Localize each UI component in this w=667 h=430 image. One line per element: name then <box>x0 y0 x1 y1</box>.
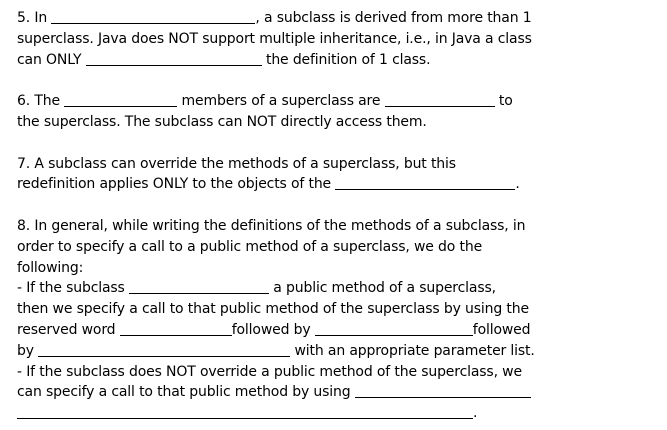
q8-line-8 <box>17 362 657 383</box>
spacer <box>17 133 657 154</box>
q8-line-4 <box>17 278 657 299</box>
q8-text: followed by <box>231 321 315 338</box>
q5-line-2 <box>17 29 657 50</box>
q5-line-3 <box>17 50 657 71</box>
q8-blank-3[interactable] <box>315 321 473 336</box>
q6-text: 6. The <box>17 93 65 110</box>
q6-line-2 <box>17 112 657 133</box>
q8-text: followed <box>472 321 531 338</box>
q8-text: following: <box>17 259 84 276</box>
q8-blank-4[interactable] <box>38 342 290 357</box>
q5-text: superclass. Java does NOT support multiple inheritance, i.e., in Java a class <box>17 30 532 47</box>
q5-line-1 <box>17 8 657 29</box>
q7-text: . <box>515 176 520 193</box>
q8-line-2 <box>17 237 657 258</box>
q7-blank-1[interactable] <box>335 175 515 190</box>
q7-line-2 <box>17 174 657 195</box>
q8-text: a public method of a superclass, <box>269 280 496 297</box>
q8-line-7 <box>17 341 657 362</box>
q8-text: with an appropriate parameter list. <box>290 342 535 359</box>
q8-blank-2[interactable] <box>120 321 232 336</box>
q6-text: members of a superclass are <box>177 93 385 110</box>
q8-text: - If the subclass does NOT override a public method of the superclass, we <box>17 363 522 380</box>
q8-text: can specify a call to that public method by using <box>17 384 355 401</box>
q6-blank-1[interactable] <box>64 92 177 107</box>
q8-text: 8. In general, while writing the definitions of the methods of a subclass, in <box>17 217 526 234</box>
worksheet-page <box>17 8 657 424</box>
q8-blank-5[interactable] <box>355 383 531 398</box>
q5-text: the definition of 1 class. <box>261 51 431 68</box>
q8-line-6 <box>17 320 657 341</box>
q7-line-1 <box>17 154 657 175</box>
q6-text: the superclass. The subclass can NOT directly access them. <box>17 113 427 130</box>
q8-line-5 <box>17 299 657 320</box>
spacer <box>17 70 657 91</box>
q8-text: reserved word <box>17 321 120 338</box>
q5-text: , a subclass is derived from more than 1 <box>255 10 532 26</box>
q7-text: 7. A subclass can override the methods of a superclass, but this <box>17 155 456 172</box>
spacer <box>17 195 657 216</box>
q6-text: to <box>494 93 513 110</box>
q8-blank-6[interactable] <box>17 404 473 419</box>
q8-text: order to specify a call to a public method of a superclass, we do the <box>17 238 483 255</box>
q8-text: by <box>17 342 39 359</box>
q5-text: can ONLY <box>17 51 86 68</box>
q5-blank-2[interactable] <box>86 51 262 66</box>
q7-text: redefinition applies ONLY to the objects of the <box>17 176 336 193</box>
q6-blank-2[interactable] <box>385 92 495 107</box>
q8-text: - If the subclass <box>17 280 129 297</box>
q8-text: then we specify a call to that public method of the superclass by using the <box>17 301 529 318</box>
q6-line-1 <box>17 91 657 112</box>
q8-line-3 <box>17 258 657 279</box>
q5-text: 5. In <box>17 10 52 26</box>
q8-line-1 <box>17 216 657 237</box>
q8-line-10 <box>17 403 657 424</box>
q8-blank-1[interactable] <box>129 279 269 294</box>
q8-text: . <box>473 405 478 422</box>
q8-line-9 <box>17 382 657 403</box>
q5-blank-1[interactable] <box>51 9 255 24</box>
